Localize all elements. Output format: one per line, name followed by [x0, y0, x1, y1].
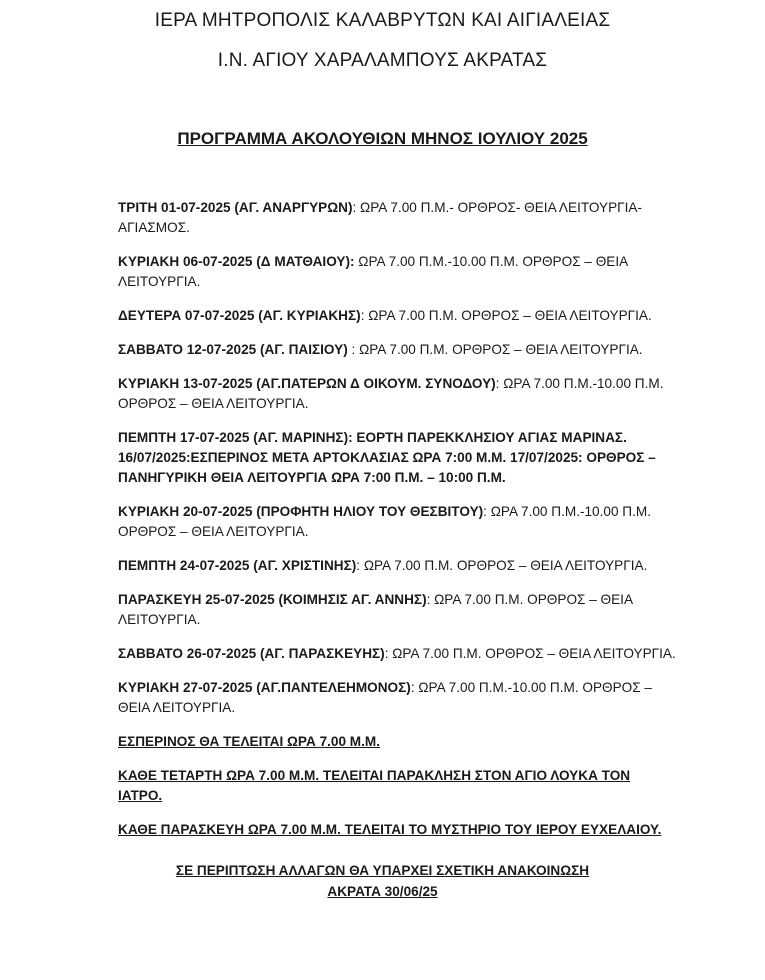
- entry-details: : ΩΡΑ 7.00 Π.Μ.-10.00 Π.Μ. ΟΡΘΡΟΣ – ΘΕΙΑ ΛΕΙΤΟΥΡΓΙΑ.: [118, 376, 664, 411]
- entry-details: : ΩΡΑ 7.00 Π.Μ.-10.00 Π.Μ. ΟΡΘΡΟΣ – ΘΕΙΑ ΛΕΙΤΟΥΡΓΙΑ.: [118, 504, 651, 539]
- church-header: Ι.Ν. ΑΓΙΟΥ ΧΑΡΑΛΑΜΠΟΥΣ ΑΚΡΑΤΑΣ: [217, 50, 548, 71]
- schedule-entry: [118, 198, 678, 238]
- entry-date: ΠΕΜΠΤΗ 24-07-2025 (ΑΓ. ΧΡΙΣΤΙΝΗΣ): [118, 558, 357, 573]
- entry-details: : ΩΡΑ 7.00 Π.Μ.-10.00 Π.Μ. ΟΡΘΡΟΣ – ΘΕΙΑ ΛΕΙΤΟΥΡΓΙΑ.: [118, 680, 652, 715]
- entry-details: : ΩΡΑ 7.00 Π.Μ. ΟΡΘΡΟΣ – ΘΕΙΑ ΛΕΙΤΟΥΡΓΙΑ.: [384, 646, 676, 661]
- schedule-entry: [118, 590, 678, 630]
- changes-notice: ΣΕ ΠΕΡΙΠΤΩΣΗ ΑΛΛΑΓΩΝ ΘΑ ΥΠΑΡΧΕΙ ΣΧΕΤΙΚΗ ΑΝΑΚΟΙΝΩΣΗ: [175, 863, 590, 878]
- schedule-entry: [118, 340, 678, 360]
- entry-details: : ΩΡΑ 7.00 Π.Μ. ΟΡΘΡΟΣ – ΘΕΙΑ ΛΕΙΤΟΥΡΓΙΑ.: [356, 558, 648, 573]
- vespers-note: ΕΣΠΕΡΙΝΟΣ ΘΑ ΤΕΛΕΙΤΑΙ ΩΡΑ 7.00 Μ.Μ.: [118, 734, 381, 749]
- entry-details: : ΩΡΑ 7.00 Π.Μ. ΟΡΘΡΟΣ – ΘΕΙΑ ΛΕΙΤΟΥΡΓΙΑ.: [360, 308, 652, 323]
- entry-date: ΣΑΒΒΑΤΟ 26-07-2025 (ΑΓ. ΠΑΡΑΣΚΕΥΗΣ): [118, 646, 385, 661]
- entry-date: ΤΡΙΤΗ 01-07-2025 (ΑΓ. ΑΝΑΡΓΥΡΩΝ): [118, 200, 353, 215]
- entry-date: ΚΥΡΙΑΚΗ 13-07-2025 (ΑΓ.ΠΑΤΕΡΩΝ Δ ΟΙΚΟΥΜ. ΣΥΝΟΔΟΥ): [118, 376, 496, 391]
- entry-date: ΠΑΡΑΣΚΕΥΗ 25-07-2025 (ΚΟΙΜΗΣΙΣ ΑΓ. ΑΝΝΗΣ): [118, 592, 427, 607]
- schedule-list: [118, 198, 678, 854]
- entry-details: : ΩΡΑ 7.00 Π.Μ.- ΟΡΘΡΟΣ- ΘΕΙΑ ΛΕΙΤΟΥΡΓΙΑ- ΑΓΙΑΣΜΟΣ.: [118, 200, 643, 235]
- entry-details: : ΩΡΑ 7.00 Π.Μ. ΟΡΘΡΟΣ – ΘΕΙΑ ΛΕΙΤΟΥΡΓΙΑ.: [118, 592, 633, 627]
- schedule-entry: [118, 374, 678, 414]
- entry-details: : ΩΡΑ 7.00 Π.Μ. ΟΡΘΡΟΣ – ΘΕΙΑ ΛΕΙΤΟΥΡΓΙΑ.: [347, 342, 643, 357]
- wednesday-supplication-note: ΚΑΘΕ ΤΕΤΑΡΤΗ ΩΡΑ 7.00 Μ.Μ. ΤΕΛΕΙΤΑΙ ΠΑΡΑΚΛΗΣΗ ΣΤΟΝ ΑΓΙΟ ΛΟΥΚΑ ΤΟΝ ΙΑΤΡΟ.: [118, 768, 631, 803]
- entry-date: ΣΑΒΒΑΤΟ 12-07-2025 (ΑΓ. ΠΑΙΣΙΟΥ): [118, 342, 348, 357]
- schedule-entry: [118, 502, 678, 542]
- metropolis-header: ΙΕΡΑ ΜΗΤΡΟΠΟΛΙΣ ΚΑΛΑΒΡΥΤΩΝ ΚΑΙ ΑΙΓΙΑΛΕΙΑΣ: [154, 10, 611, 31]
- entry-details: : ΕΟΡΤΗ ΠΑΡΕΚΚΛΗΣΙΟΥ ΑΓΙΑΣ ΜΑΡΙΝΑΣ. 16/07/2025:ΕΣΠΕΡΙΝΟΣ ΜΕΤΑ ΑΡΤΟΚΛΑΣΙΑΣ ΩΡΑ 7:00 Μ.Μ. 17/07/2025: ΟΡΘΡΟΣ – ΠΑΝΗΓΥΡΙΚΗ ΘΕΙΑ ΛΕΙΤΟΥΡΓΙΑ ΩΡΑ 7:00 Π.Μ. – 10:00 Π.Μ.: [118, 430, 656, 485]
- footer-notice: [0, 860, 765, 902]
- schedule-entry: [118, 306, 678, 326]
- entry-date: ΔΕΥΤΕΡΑ 07-07-2025 (ΑΓ. ΚΥΡΙΑΚΗΣ): [118, 308, 361, 323]
- entry-date: ΠΕΜΠΤΗ 17-07-2025 (ΑΓ. ΜΑΡΙΝΗΣ): [118, 430, 349, 445]
- friday-unction-note: ΚΑΘΕ ΠΑΡΑΣΚΕΥΗ ΩΡΑ 7.00 Μ.Μ. ΤΕΛΕΙΤΑΙ ΤΟ ΜΥΣΤΗΡΙΟ ΤΟΥ ΙΕΡΟΥ ΕΥΧΕΛΑΙΟΥ.: [118, 822, 662, 837]
- schedule-title: ΠΡΟΓΡΑΜΜΑ ΑΚΟΛΟΥΘΙΩΝ ΜΗΝΟΣ ΙΟΥΛΙΟΥ 2025: [177, 129, 588, 148]
- schedule-entry: [118, 644, 678, 664]
- schedule-entry: [118, 252, 678, 292]
- entry-date: ΚΥΡΙΑΚΗ 06-07-2025 (Δ ΜΑΤΘΑΙΟΥ):: [118, 254, 355, 269]
- schedule-entry: [118, 428, 678, 488]
- schedule-entry: [118, 556, 678, 576]
- entry-date: ΚΥΡΙΑΚΗ 27-07-2025 (ΑΓ.ΠΑΝΤΕΛΕΗΜΟΝΟΣ): [118, 680, 411, 695]
- entry-date: ΚΥΡΙΑΚΗ 20-07-2025 (ΠΡΟΦΗΤΗ ΗΛΙΟΥ ΤΟΥ ΘΕΣΒΙΤΟΥ): [118, 504, 484, 519]
- schedule-entry: [118, 678, 678, 718]
- entry-details: ΩΡΑ 7.00 Π.Μ.-10.00 Π.Μ. ΟΡΘΡΟΣ – ΘΕΙΑ ΛΕΙΤΟΥΡΓΙΑ.: [118, 254, 628, 289]
- place-date: ΑΚΡΑΤΑ 30/06/25: [327, 884, 438, 899]
